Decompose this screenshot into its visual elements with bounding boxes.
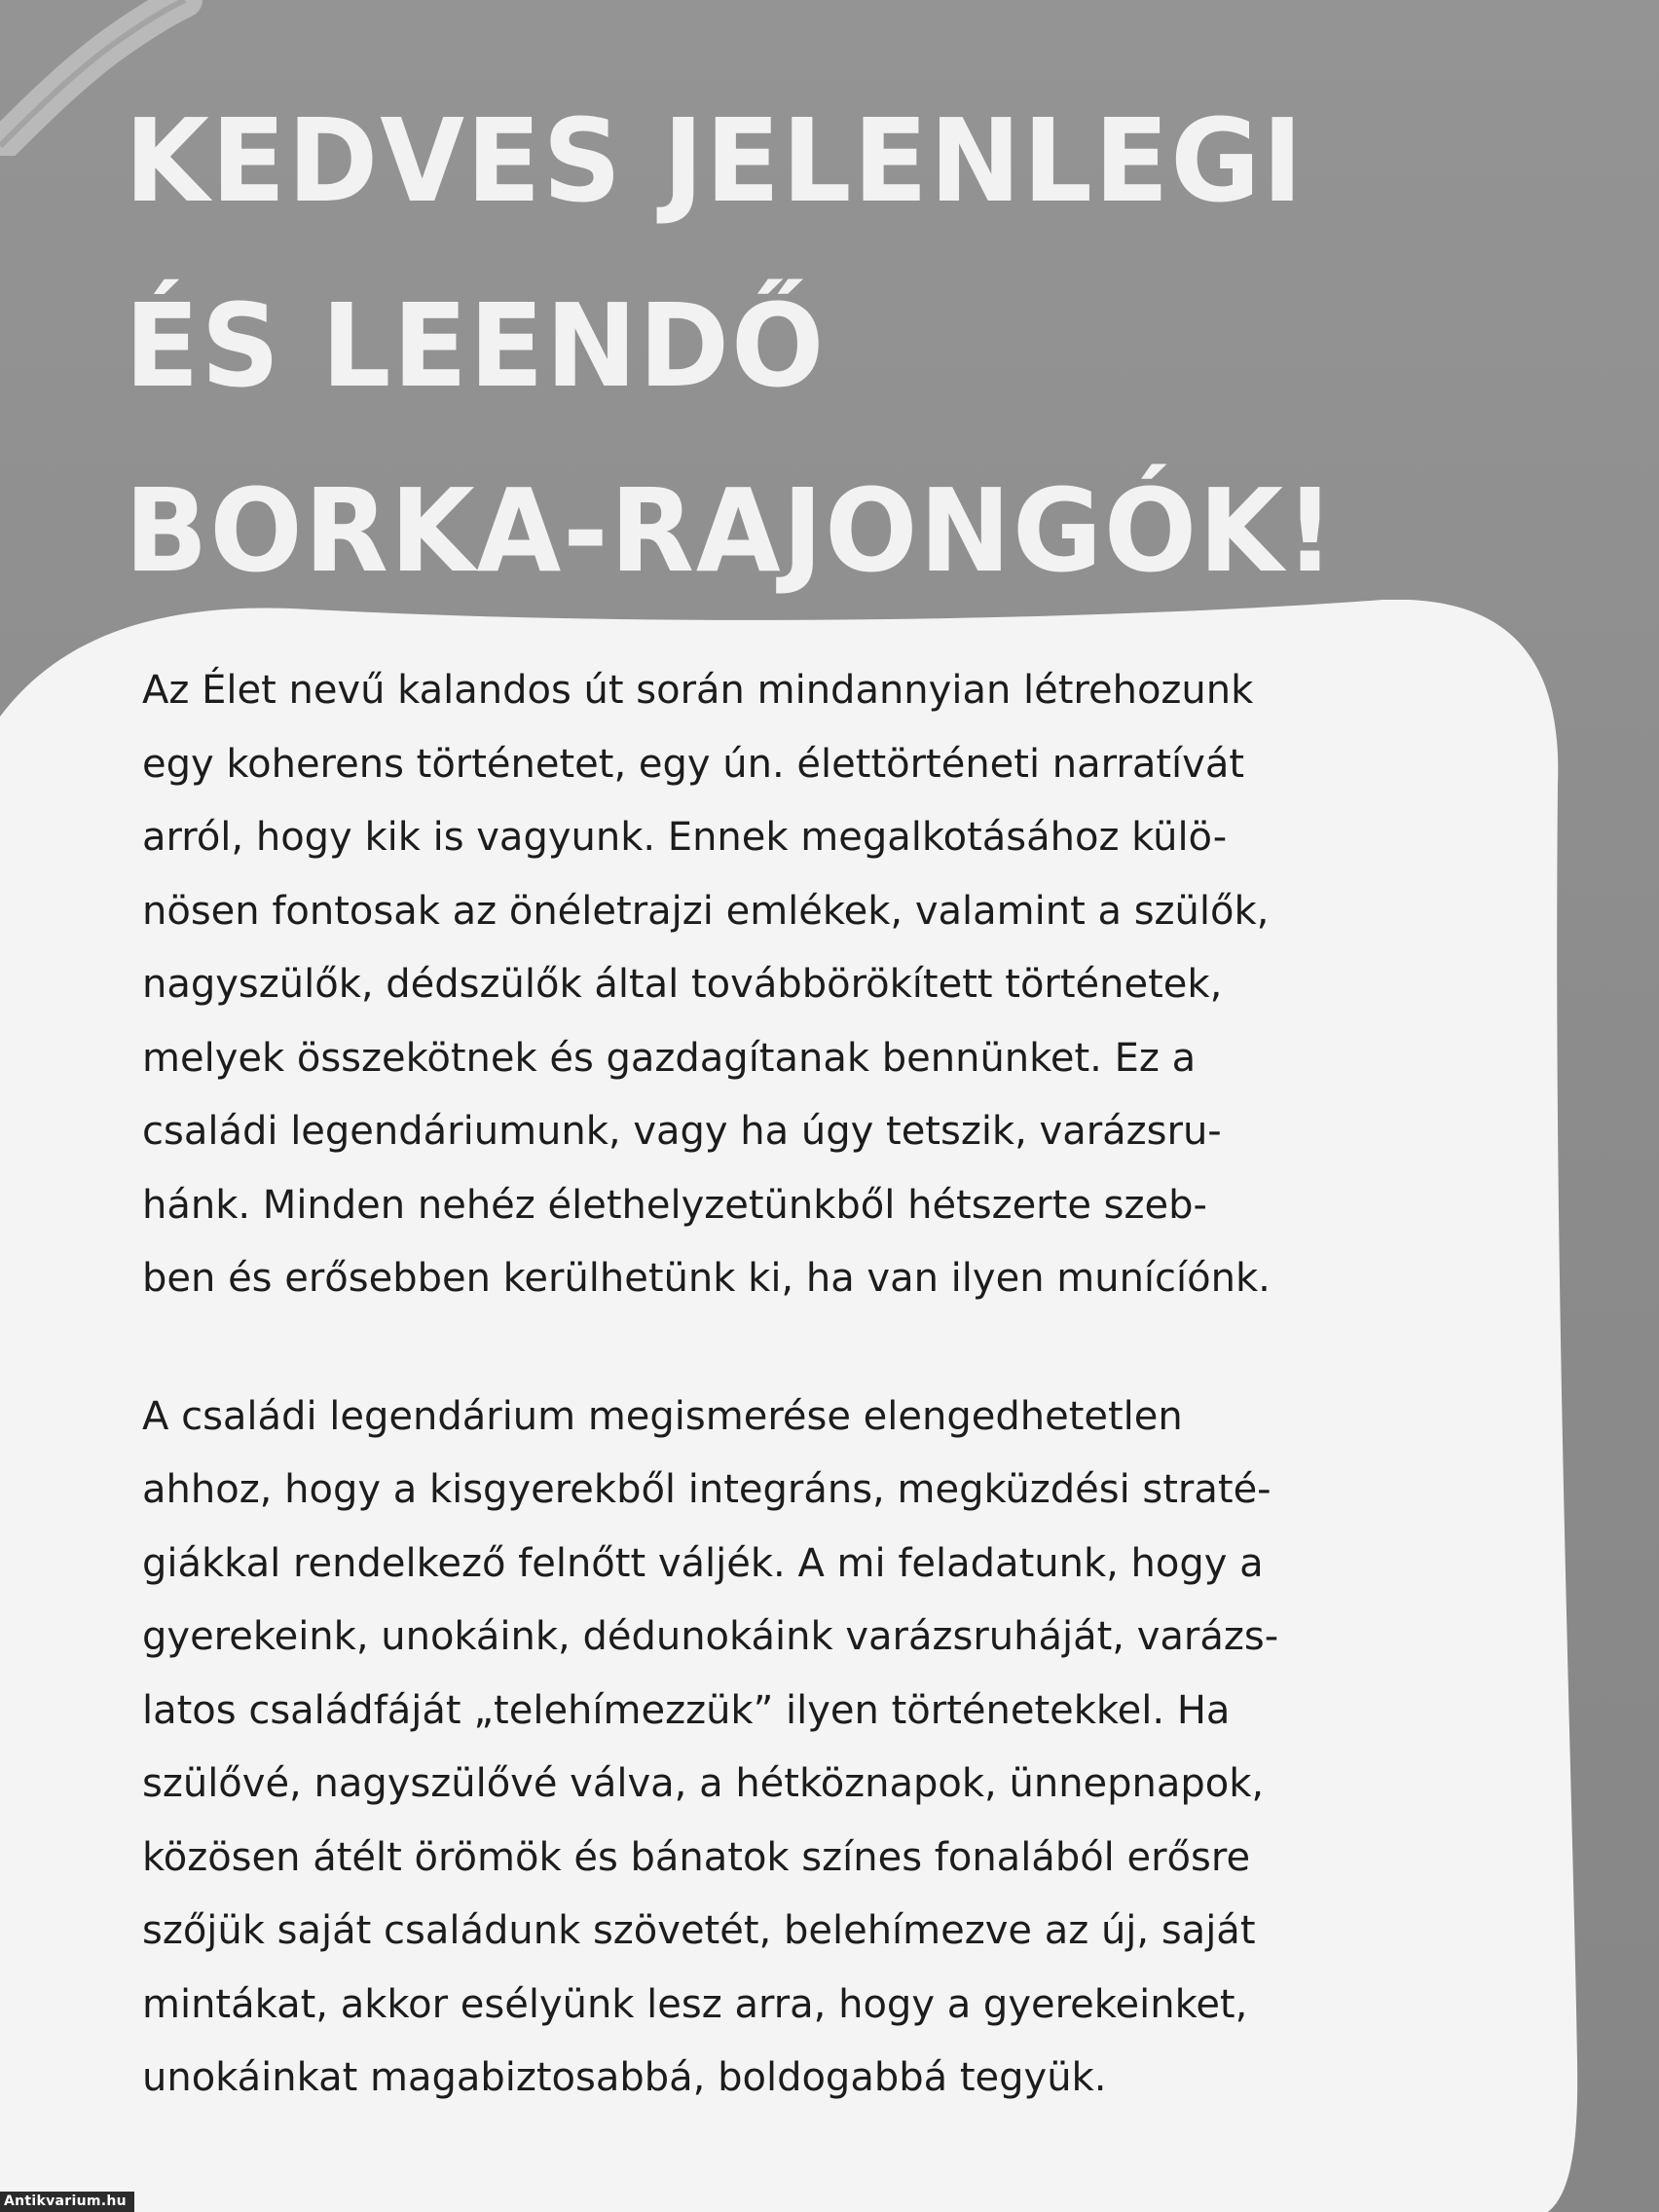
paragraph-line: szülővé, nagyszülővé válva, a hétköznapok, ünnepnapok, <box>142 1761 1265 1806</box>
paragraph-line: A családi legendárium megismerése elengedhetetlen <box>142 1393 1183 1439</box>
paragraph-line: Az Élet nevű kalandos út során mindannyian létrehozunk <box>142 668 1254 713</box>
page-heading <box>125 68 1512 623</box>
paragraph-line: mintákat, akkor esélyünk lesz arra, hogy a gyerekeinket, <box>142 1981 1248 2027</box>
paragraph-line: családi legendáriumunk, vagy ha úgy tetszik, varázsru- <box>142 1109 1222 1154</box>
heading-line-2: ÉS LEENDŐ <box>125 278 827 413</box>
paragraph-line: arról, hogy kik is vagyunk. Ennek megalkotásához külö- <box>142 815 1228 860</box>
paragraph-line: ben és erősebben kerülhetünk ki, ha van ilyen munícíónk. <box>142 1256 1271 1301</box>
paragraph-2 <box>142 1381 1340 2116</box>
paragraph-line: nösen fontosak az önéletrajzi emlékek, valamint a szülők, <box>142 888 1270 934</box>
paragraph-line: latos családfáját „telehímezzük” ilyen történetekkel. Ha <box>142 1687 1231 1733</box>
paragraph-line: nagyszülők, dédszülők által továbbörökített történetek, <box>142 962 1223 1007</box>
paragraph-1 <box>142 654 1340 1316</box>
paragraph-line: közösen átélt örömök és bánatok színes fonalából erősre <box>142 1834 1251 1880</box>
heading-line-1: KEDVES JELENLEGI <box>125 93 1305 228</box>
paragraph-line: unokáinkat magabiztosabbá, boldogabbá tegyük. <box>142 2055 1107 2100</box>
paragraph-line: ahhoz, hogy a kisgyerekből integráns, megküzdési straté- <box>142 1467 1272 1512</box>
watermark: Antikvarium.hu <box>0 2192 134 2212</box>
paragraph-line: egy koherens történetet, egy ún. élettörténeti narratívát <box>142 741 1245 787</box>
paragraph-line: melyek összekötnek és gazdagítanak bennünket. Ez a <box>142 1035 1197 1081</box>
body-text <box>142 654 1340 2116</box>
paragraph-line: szőjük saját családunk szövetét, belehímezve az új, saját <box>142 1908 1256 1953</box>
paragraph-line: giákkal rendelkező felnőtt váljék. A mi feladatunk, hogy a <box>142 1540 1264 1586</box>
paragraph-line: gyerekeink, unokáink, dédunokáink varázsruháját, varázs- <box>142 1614 1279 1659</box>
paragraph-line: hánk. Minden nehéz élethelyzetünkből hétszerte szeb- <box>142 1182 1207 1228</box>
heading-line-3: BORKA-RAJONGÓK! <box>125 463 1337 598</box>
